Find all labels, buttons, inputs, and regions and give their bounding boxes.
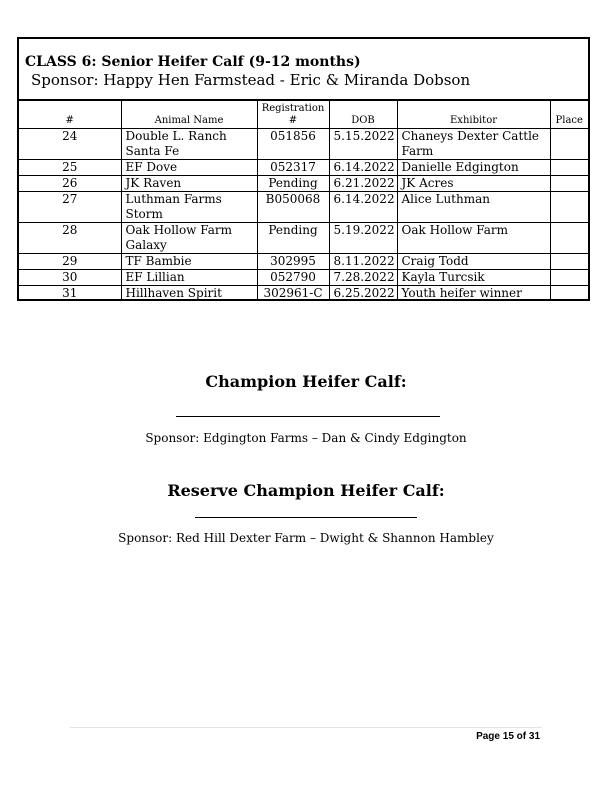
animal-name: Luthman Farms Storm	[121, 192, 257, 223]
entries-table	[19, 101, 588, 301]
entry-number: 27	[19, 192, 121, 223]
entry-number: 30	[19, 270, 121, 286]
header-exhibitor: Exhibitor	[397, 101, 550, 129]
registration-number: 302995	[257, 254, 329, 270]
animal-name: EF Dove	[121, 160, 257, 176]
table-row	[19, 129, 588, 160]
table-row	[19, 286, 588, 302]
registration-number: 302961-C	[257, 286, 329, 302]
table-header-row	[19, 101, 588, 129]
registration-number: Pending	[257, 223, 329, 254]
place-cell	[550, 254, 588, 270]
table-row	[19, 223, 588, 254]
table-row	[19, 192, 588, 223]
header-registration: Registration #	[257, 101, 329, 129]
champion-sponsor: Sponsor: Edgington Farms – Dan & Cindy Edgington	[145, 431, 467, 445]
header-animal-name: Animal Name	[121, 101, 257, 129]
header-num: #	[19, 101, 121, 129]
registration-number: 052317	[257, 160, 329, 176]
place-cell	[550, 192, 588, 223]
entry-number: 24	[19, 129, 121, 160]
registration-number: 052790	[257, 270, 329, 286]
place-cell	[550, 286, 588, 302]
footer-divider	[70, 727, 542, 728]
champion-signature-line	[176, 416, 440, 417]
animal-name: EF Lillian	[121, 270, 257, 286]
animal-name: JK Raven	[121, 176, 257, 192]
table-row	[19, 254, 588, 270]
registration-number: Pending	[257, 176, 329, 192]
exhibitor: Danielle Edgington	[397, 160, 550, 176]
table-row	[19, 176, 588, 192]
animal-name: Oak Hollow Farm Galaxy	[121, 223, 257, 254]
date-of-birth: 5.19.2022	[329, 223, 397, 254]
place-cell	[550, 176, 588, 192]
reserve-signature-line	[195, 517, 417, 518]
entry-number: 29	[19, 254, 121, 270]
date-of-birth: 5.15.2022	[329, 129, 397, 160]
place-cell	[550, 160, 588, 176]
reserve-champion-sponsor: Sponsor: Red Hill Dexter Farm – Dwight & Shannon Hambley	[118, 531, 494, 545]
registration-number: B050068	[257, 192, 329, 223]
exhibitor: Craig Todd	[397, 254, 550, 270]
animal-name: Double L. Ranch Santa Fe	[121, 129, 257, 160]
champion-title: Champion Heifer Calf:	[205, 372, 407, 391]
date-of-birth: 7.28.2022	[329, 270, 397, 286]
entry-number: 28	[19, 223, 121, 254]
reserve-champion-title: Reserve Champion Heifer Calf:	[167, 481, 445, 500]
exhibitor: Youth heifer winner	[397, 286, 550, 302]
registration-number: 051856	[257, 129, 329, 160]
header-place: Place	[550, 101, 588, 129]
date-of-birth: 8.11.2022	[329, 254, 397, 270]
exhibitor: Chaneys Dexter Cattle Farm	[397, 129, 550, 160]
class-sponsor: Sponsor: Happy Hen Farmstead - Eric & Miranda Dobson	[31, 71, 471, 89]
entry-number: 25	[19, 160, 121, 176]
page-number	[420, 731, 540, 742]
class-title: CLASS 6: Senior Heifer Calf (9-12 months)	[25, 54, 361, 70]
entry-number: 31	[19, 286, 121, 302]
place-cell	[550, 129, 588, 160]
page-number-text: Page 15 of 31	[476, 731, 540, 742]
exhibitor: Oak Hollow Farm	[397, 223, 550, 254]
class-6-section	[17, 37, 590, 301]
class-header	[19, 39, 588, 101]
date-of-birth: 6.14.2022	[329, 192, 397, 223]
header-dob: DOB	[329, 101, 397, 129]
animal-name: Hillhaven Spirit	[121, 286, 257, 302]
entry-number: 26	[19, 176, 121, 192]
date-of-birth: 6.21.2022	[329, 176, 397, 192]
exhibitor: Kayla Turcsik	[397, 270, 550, 286]
exhibitor: Alice Luthman	[397, 192, 550, 223]
animal-name: TF Bambie	[121, 254, 257, 270]
exhibitor: JK Acres	[397, 176, 550, 192]
date-of-birth: 6.25.2022	[329, 286, 397, 302]
place-cell	[550, 223, 588, 254]
table-row	[19, 160, 588, 176]
place-cell	[550, 270, 588, 286]
date-of-birth: 6.14.2022	[329, 160, 397, 176]
table-row	[19, 270, 588, 286]
